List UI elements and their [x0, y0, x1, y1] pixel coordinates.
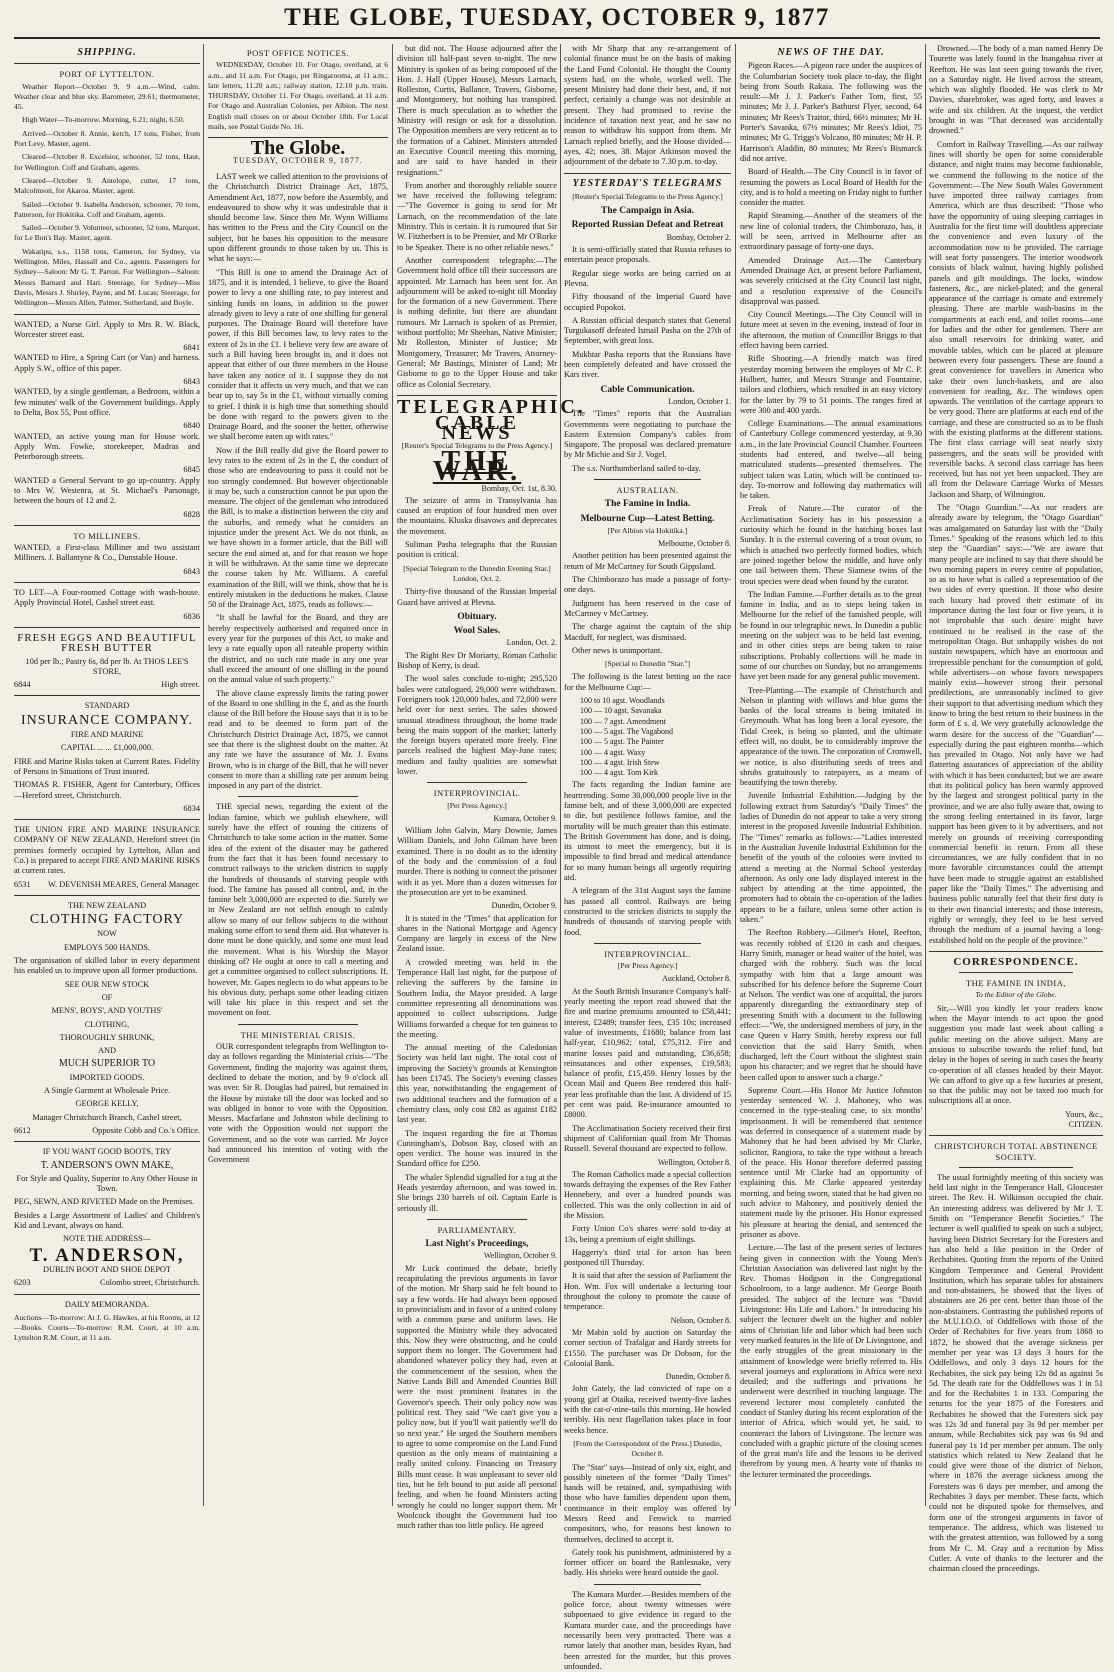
employs: EMPLOYS 500 HANDS.: [64, 942, 150, 952]
shipping-heading: SHIPPING.: [77, 47, 137, 58]
high-water: High Water—To-morrow. Morning, 6.21; night, 6.50.: [22, 115, 185, 125]
article-paragraph: The Roman Catholics made a special collection towards defraying the expenses of the Rev Father Hennebery, and over a hundred pounds was collected. This was the only collection in aid of the Mission.: [564, 1169, 731, 1220]
article-paragraph: The Chimborazo has made a passage of forty-one days.: [564, 575, 731, 595]
ad-number: 6841: [183, 343, 200, 353]
pegged: PEG, SEWN, AND RIVETED Made on the Premises.: [14, 1197, 195, 1207]
correspondent-sub: [From the Correspondent of the Press.] Dunedin, October 8.: [573, 1438, 722, 1459]
article-paragraph: but did not. The House adjourned after the division till half-past seven to-night. The new Ministry is spoken of as being composed of the Hon. J. Hall (Upper House), Messrs Larnach, Rolleston, Curtis, Ballance, Travers, Gisborne, and Montgomery, but nothing has transpired. There is much speculation as to whether the Ministry will resign or ask for a dissolution. The Opposition members are very reticent as to the formation of a Cabinet. Ministers attended an Executive Council meeting this morning, and are said to have handed in their resignations.": [397, 44, 557, 177]
divider: [14, 895, 200, 896]
news-item: Amended Drainage Act.—The Canterbury Amended Drainage Act, at present before Parliament, was severely criticised at the City Council last night, and a resolution expressive of the Council's disapproval was passed.: [740, 255, 922, 306]
divider: [238, 796, 358, 797]
dateline: Bombay, October 2.: [666, 232, 731, 242]
dateline: Bombay, Oct. 1st, 8.30.: [481, 483, 557, 493]
masthead-rule: [14, 37, 1100, 39]
column-2: [208, 44, 388, 1506]
reported-defeat-heading: Reported Russian Defeat and Retreat: [571, 220, 724, 231]
clothing-2: CLOTHING,: [84, 1019, 130, 1029]
classified-ad: WANTED, a Nurse Girl. Apply to Mrs R. W. Black, Worcester street east.: [14, 319, 200, 339]
abstinence-text: The usual fortnightly meeting of this society was held last night in the Temperance Hall, Gloucester street. The Rev. H. Wilkinson occupied the chair. An interesting address was delivered by Mr J. T. Smith on "Temperance Benefit Societies." The lecturer is well qualified to speak on such a subject, having been District Secretary for the Foresters and has also held a like position in the Order of Rechabites. Quoting from the reports of the United Kingdom Temperance and General Provident Institution, which has separate tables for abstainers and non-abstainers, he showed that the lives of abstainers are 26 per cent. better than those of the non-abstainers. Contrasting the published reports of the M.U.I.O.O. of Oddfellows with those of the Order of Rechabites for five years from 1868 to 1872, he showed that the average sickness per member per year was 13 days 3 hours for the Oddfellows, and only 3 days 12 hours for the Rechabites, the sick pay being 12s 8d as against 5s 5d. The death rate for the Oddfellows was 1 in 51 and for the Rechabites 1 in 133. Comparing the returns for the year 1875 of the Foresters and Rechabites he showed that the Foresters sick pay was 12s 3d and funeral pay 3s 9d per member per annum, while Rechabites sick pay was 6s 9d and funeral pay 1s 1d per member per annum. The only statistics which related to New Zealand that he could give were those of the district of Nelson, where in 1876 the average sickness among the Foresters was 6 days per member, and among the Rechabites 3 days per member. These facts, which could not be disputed spoke for themselves, and form one of the strongest arguments in favor of temperance. The address, which was listened to with the greatest attention, was followed by a song from Mr C. M. Gray and a recitation by Miss Cutler. A vote of thanks to the lecturer and the chairman closed the proceedings.: [929, 1172, 1103, 1574]
ad-number: 6843: [183, 566, 200, 576]
news-item: Rapid Steaming.—Another of the steamers of the new line of colonial traders, the Chimborazo, has, it will be seen, arrived in Melbourne after an extraordinary passage of forty-one days.: [740, 211, 922, 252]
news-item: Board of Health.—The City Council is in favor of resuming the powers as Local Board of Health for the city, and is to hold a meeting on Friday night to further consider the matter.: [740, 167, 922, 208]
column-6: [929, 44, 1103, 1574]
divider: [14, 525, 200, 526]
article-paragraph: The annual meeting of the Caledonian Society was held last night. The total cost of improving the Society's grounds at Kensington has been £1745. The Society's evening classes this year, notwithstanding the engagement of two additional teachers and the formation of a chemistry class, only cost £82 as against £182 last year.: [397, 1043, 557, 1125]
wakatipu: Wakatipu, s.s., 1158 tons, Cameron, for Sydney, via Wellington. Miles, Hassall and Co., agents. Passengers for Sydney—Saloon: Mr G. T. Parton. For Wellington—Saloon: Messrs Barnard and Hart. Steerage, for Sydney—Miss Davis, Messrs J. Shirley, Payne, and M. Lucas; Steerage, for Wellington—Messrs Allen, Palmer, Sutherland, and Boyle.: [14, 246, 200, 308]
insurance-capital: CAPITAL ... ... £1,000,000.: [60, 743, 154, 753]
news-item: The "Otago Guardian."—As our readers are already aware by telegram, the "Otago Guardian" was amalgamated on Saturday last with the "Daily Times." Speaking of the reasons which led to this step the "Guardian" says:—"We are aware that many people are inclined to say that there should be two morning papers in every centre of population, so as to have what is called a representation of the two sides of every question. If those who desire such luxury had proved their estimate of its importance during the last four or five years, it is not improbable that such desire might have continued to be realised in the case of the metropolitan Otago. But unhappily wishes do not sustain newspapers, which have an enormous and irrepressible penchant for the consumption of gold, while advertisers—on whose favors newspapers mainly exist—however strong their personal predilections, are unreasonably inclined to give their support to that advertising medium which they know to bring the best return to their business in the form of £ s. d. We very gratefully acknowledge the warm desire for the success of the "Guardian"—especially during the past eighteen months—which has prevailed in Otago. Not only have we had flattering assurances of appreciation of the ability with which it has been conducted; but we are aware that its political policy has been warmly approved by the largest and strongest political party in the province, and we are also fully aware that, owing to the strong feeling entertained in its favor, large support has been given to it by advertisers, and not merely on grounds of receiving corresponding commercial benefit in return. From all these circumstances, we are fully confident that in no more favorable circumstances could the attempt have been made to struggle against an established paper like the "Daily Times." The advertising and business public naturally feel that their first duty is to their own financial interests; and those interests, rightly or wrongly, they feel to be best served through the medium of a journal having a long-established hold on the people of the province.": [929, 503, 1103, 945]
divider: [14, 819, 200, 820]
betting-line: 100 — 4 agst. Tom Kirk: [580, 768, 658, 778]
masthead: THE GLOBE, TUESDAY, OCTOBER 9, 1877: [284, 4, 830, 31]
article-paragraph: Gately took his punishment, administered by a former officer on board the Rattlesnake, very badly. His shrieks were heard outside the gaol.: [564, 1547, 731, 1578]
ad-number: 6834: [183, 803, 200, 813]
article-paragraph: The facts regarding the Indian famine are heartrending. Some 30,000,000 people live in the famine belt, and of these 3,000,000 are expected to die, but pestilence follows famine, and the mortality will be much greater than this estimate. The British Government has done, and is doing, its utmost to meet the emergency, but it is impossible to find bread and medical attendance for so many human beings all urgently requiring aid.: [564, 780, 731, 883]
news-item: The Reefton Robbery.—Gilmer's Hotel, Reefton, was recently robbed of £120 in cash and cheques. Harry Smith, manager or head waiter of the hotel, was charged with the robbery. Such was the local sympathy with him that a large amount was subscribed for his defence before the Supreme Court at Nelson. The verdict was one of acquittal, the jurors apparently disregarding the extraordinary step of presenting Smith with a document to the following effect:—"We, the undersigned members of jury, in the case Queen v Harry Smith, hereby express our full conviction that the said Harry Smith, when discharged, left the Court without the slightest stain upon his character; and we regret that he should have been called upon to answer such a charge.": [740, 928, 922, 1082]
letter-sign: Yours, &c.,: [1065, 1109, 1103, 1119]
betting-line: 100 — 4 agst. Irish Stew: [580, 757, 660, 767]
column-divider: [925, 44, 926, 1506]
ad-number: 6843: [183, 377, 200, 387]
note-address: NOTE THE ADDRESS—: [63, 1234, 151, 1244]
memoranda-heading: DAILY MEMORANDA.: [64, 1299, 150, 1309]
news-item: Juvenile Industrial Exhibition.—Judging by the following extract from Saturday's "Daily Times" the ladies of Dunedin do not appear to take a very strong interest in the proposed Juvenile Industrial Exhibition. The "Times" remarks as follows:—"Ladies interested in the Australian Juvenile Industrial Exhibition for the benefit of the youth of the colonies were invited to attend a meeting at the Normal School yesterday afternoon. As only one lady displayed interest in the subject by attending at the time appointed, the promoters had to obtain the co-operation of the ladies appears to be a failure, unless some other action is taken.": [740, 791, 922, 925]
article-paragraph: Thirty-five thousand of the Russian Imperial Guard have arrived at Plevna.: [397, 587, 557, 607]
news-item: Comfort in Railway Travelling.—As our railway lines will shortly be open for some considerable distance, and night trains may become fashionable, we commend the following to the notice of the Government:—The New South Wales Government have imported three railway carriages from America, which are thus described: "Those who have the opportunity of using sleeping carriages in Australia for the first time will doubtless appreciate the convenience and even luxury of the accommodation now to be provided. The carriage will seat forty passengers. The interior woodwork consists of black walnut, having highly polished panels and gilt mouldings. The locks, window fasteners, &c., are nickel-plated; and the general appearance of the carriage is ornate and extremely pleasing. There are marble wash-basins in the compartments at each end, and toilet rooms—one for ladies and the other for gentlemen. There are also small reservoirs for drinking water, and movable tables, which can be placed at pleasure between every four passengers. These are found a great convenience for travellers in America who take their own lunch-baskets, and are also convenient for reading, &c. The windows open upwards. The ventilation of the carriage appears to be very good. There are platforms at each end of the carriage, and these are constructed so as to be flush with the existing platforms at the different stations. The first class carriage will seat nearly sixty passengers, and the seats will be provided with reversible backs. A second class carriage has been received, but has not yet been unpacked. They are all from the Delaware Carriage Works of Messrs Jackson and Sharp, of Wilmington.: [929, 139, 1103, 499]
article-paragraph: The Acclimatisation Society received their first shipment of Californian quail from Mr Thomas Russell. Several thousand are expected to follow.: [564, 1123, 731, 1154]
article-paragraph: Mr Mabin sold by auction on Saturday the corner section of Trafalgar and Hardy streets for £1550. The purchaser was Dr Dobson, for the Colonial Bank.: [564, 1327, 731, 1368]
kelly: GEORGE KELLY,: [75, 1099, 139, 1109]
dateline: Dunedin, October 8.: [665, 1372, 731, 1382]
article-paragraph: The Kumara Murder.—Besides members of the police force, about twenty witnesses were subpoenaed to give evidence in regard to the Kumara murder case, and the proceedings have necessarily been very protracted. There was a rumor lately that another man, besides Ryan, had been arrested for the murder, but this proves unfounded.: [564, 1589, 731, 1671]
insurance-agent: THOMAS R. FISHER, Agent for Canterbury, Offices—Hereford street, Christchurch.: [14, 780, 200, 800]
anderson-own: T. ANDERSON'S OWN MAKE,: [40, 1159, 174, 1171]
weather-report: Weather Report—October 9, 9 a.m.—Wind, calm. Weather clear and blue sky. Barometer, 29.61; thermometer, 45.: [14, 81, 200, 112]
article-paragraph: John Gately, the lad convicted of rape on a young girl at Otaika, received twenty-five lashes with the cat-o'-nine-tails this morning. He howled terribly. His next flagellation takes place in four weeks hence.: [564, 1384, 731, 1435]
abstinence-heading: CHRISTCHURCH TOTAL ABSTINENCE SOCIETY.: [934, 1141, 1098, 1162]
editorial-paragraph: LAST week we called attention to the provisions of the Christchurch District Drainage Act, 1875, Amendment Act, 1877, now before the Assembly, and endeavoured to show why it was undesirable that it should become law. Since then Mr. Wynn Williams has written to the Press and the City Council on the subject, but he bases his opposition to the measure upon different grounds to those taken by us. This is what he says:—: [208, 171, 388, 264]
letter-citizen: CITIZEN.: [1068, 1119, 1103, 1129]
dunedin-telegram: [Special Telegram to the Dunedin Evening Star.] London, Oct. 2.: [403, 563, 551, 583]
ministerial-crisis-text: OUR correspondent telegraphs from Wellington to-day as follows regarding the Ministerial crisis—"The Government, finding the majority was against them, declined to debate the motion, and by 9 o'clock all was over. Sir R. Douglas had paired, but remained in the House by mistake till the door was locked and so was obliged in honor to vote with the Opposition. Messrs. Macfarlane and Johnston while declining to vote with the Opposition would not support the Government, and so the vote was carried. Mr Joyce had announced his intention of voting with the Government: [208, 1042, 388, 1165]
and: AND: [98, 1046, 116, 1056]
press-agency: [Per Press Agency.]: [617, 961, 678, 971]
article-paragraph: Mukhtar Pasha reports that the Russians have been completely defeated and have crossed the Kars river.: [564, 349, 731, 380]
divider: [238, 1024, 358, 1025]
divider: [929, 1135, 1103, 1136]
column-divider: [560, 44, 561, 1506]
article-paragraph: Mr Luck continued the debate, briefly recapitulating the previous arguments in favor of the motion. Mr Sharp said he felt bound to say a few words. He had always been opposed to provincialism and in favor of a united colony with a common purse and uniform laws. He supported the Ministry while they advocated this. Now they were obstructing, and he could support them no longer. The Government had abandoned whatever policy they had, even at the commencement of the session, when the Native Lands Bill and Amended Counties Bill were the most prominent features in the Governor's speech. Their only policy now was political rest. They said "We can't give you a policy now, but if you'll wait patiently we'll do so next year." He urged the Southern members to agree to some compromise on the Land Fund question as the only means of maintaining a really united colony. Financing on Treasury Bills must cease. It was unpleasant to sever old ties, but he felt bound to put aside all personal feeling, and when he found Ministers acting wrongly he could no longer support them. Mr Woolcock thought the Government had too much rather than too little policy. He agreed: [397, 1263, 557, 1531]
news-item: Rifle Shooting.—A friendly match was fired yesterday morning between the employes of Mr C. P. Hulbert, hatter, and Messrs Strange and Fountaine, tailors and clothiers, which resulted in an easy victory for the latter by 79 to 51 points. The ranges fired at were 300 and 400 yards.: [740, 354, 922, 415]
divider: [14, 314, 200, 315]
ad-number: 6845: [183, 465, 200, 475]
single-garment: A Single Garment at Wholesale Price.: [43, 1086, 171, 1096]
news-item: City Council Meetings.—The City Council will in future meet at seven in the evening, instead of four in the afternoon, the motion of Councillor Briggs to that effect having been carried.: [740, 310, 922, 351]
besides: Besides a Large Assortment of Ladies' and Children's Kid and Levant, always on hand.: [14, 1210, 200, 1231]
milliners-ad: WANTED, a First-class Milliner and two assistant Milliners. J. Ballantyne & Co., Dunstable House.: [14, 543, 200, 563]
insurance-head: STANDARD: [84, 701, 130, 711]
article-paragraph: Forty Union Co's shares were sold to-day at 13s, being a premium of eight shillings.: [564, 1224, 731, 1244]
article-paragraph: The wool sales conclude to-night; 295,520 bales were catalogued, 29,000 were withdrawn. Foreigners took 120,000 bales, and 72,000 were held over for next series. The sales showed unusual steadiness throughout, the home trade being the main support of the market; latterly the foreign buyers operated more freely. Fine parcels realised the highest May-June rates; medium and faulty qualities are somewhat lower.: [397, 674, 557, 776]
dateline: Dunedin, October 9.: [491, 901, 557, 911]
classified-ad: WANTED, by a single gentleman, a Bedroom, within a few minutes' walk of the Government buildings. Apply to Delta, Box 55, Post office.: [14, 387, 200, 417]
divider: [14, 1141, 200, 1142]
article-paragraph: Judgment has been reserved in the case of McCartney v McCartney.: [564, 598, 731, 618]
article-paragraph: It is semi-officially stated that Russia refuses to entertain peace proposals.: [564, 245, 731, 265]
paper-title: The Globe.: [250, 137, 346, 160]
divider: [427, 782, 527, 783]
classified-ad: WANTED, an active young man for House work. Apply Wm. Fowke, storekeeper, Madras and Peterborough streets.: [14, 431, 200, 462]
interprovincial-heading: INTERPROVINCIAL.: [433, 788, 521, 799]
dateline: Wellington, October 8.: [657, 1157, 731, 1167]
classified-ad: WANTED a General Servant to go up-country. Apply to Mrs W. Westenra, at St. Michael's Parsonage, between the hours of 12 and 2.: [14, 475, 200, 506]
dateline: Wellington, October 9.: [483, 1251, 557, 1261]
news-item: The Indian Famine.—Further details as to the great famine in India, and as to steps being taken in Melbourne for the relief of the famished people, will be found in our telegraphic news. In Dunedin a public meeting on the subject was to be held last evening, and in other cities steps are being taken to raise subscriptions. Probably collections will be made in some of our churches on Sunday, but no arrangements have yet been made for any general public movement.: [740, 589, 922, 682]
article-paragraph: The s.s. Northumberland sailed to-day.: [572, 463, 701, 473]
column-3: [397, 44, 586, 1531]
eggs-ad-sub: 10d per lb.; Pastry 6s, 8d per lb. At THOS LEE'S STORE,: [25, 656, 189, 676]
australian-heading: AUSTRALIAN.: [616, 484, 679, 495]
of: OF: [101, 992, 113, 1002]
ad-number: 6836: [183, 611, 200, 621]
article-paragraph: William John Galvin, Mary Downie, James William Daniels, and John Gilman have been examined. There is no doubt as to the identity of the body and the commission of a foul murder. There is nothing to connect the prisoner with it as yet. More than a dozen witnesses for the prosecution are yet to be examined.: [397, 826, 557, 897]
editorial-paragraph: "This Bill is one to amend the Drainage Act of 1875, and it is intended, I believe, to give the Board power to levy a one shilling rate, to pay interest and sinking funds on loans, in addition to the power already given to levy a rate of one shilling for general purposes. The Drainage Board will therefore have power, if this Bill becomes law, to levy rates to the extent of 2s in the £1. I believe very few are aware of such a Bill having been brought in, and it does not appear that either of our three members in the House have taken any notice of it. I suppose they do not consider that it affects us very much, and that we can bear up to, say 5s in the £1, without virtually coming to grief. I think it is high time that something should be done with regard to the powers given to the Drainage Board, and the sooner the better, otherwise we shall become eaten up with rates.": [208, 267, 388, 442]
much-superior: MUCH SUPERIOR TO: [58, 1058, 156, 1070]
wool-heading: Wool Sales.: [453, 626, 501, 637]
news-item: Pigeon Races.—A pigeon race under the auspices of the Columbarian Society took place to-day, the flight being from South Rakaia. The following was the result:—Mr J. J. Parker's Father Tom, first, 55 minutes; Mr J. J. Parker's Bathurst Flyer, second, 64 minutes; Mr Rees's Traitor, third, 66½ minutes; Mr H. Porter's Savanka, 67½ minutes; Mr Rees's Idiot, 75 minutes; Mr G. Triggs's Volcano, 80 minutes; Mr H. P. Harrison's Aladdin, 80 minutes; Mr Rees's Bismarck did not arrive.: [740, 61, 922, 163]
telegraphic-heading: TELEGRAPHIC.: [397, 395, 586, 418]
news-item: Supreme Court.—His Honor Mr Justice Johnston yesterday sentenced W. J. Mahoney, who was concerned in the type-stealing case, to six months' imprisonment. It will be remembered that sentence was deferred in consequence of a statement made by Mahoney that he had been advised by Mr Clarke, solicitor, Rangiora, to take the type without a breach of the peace. His Honor therefore deferred passing sentence until Mr Clarke had an opportunity of explaining this. Mr Clarke appeared yesterday morning, and being sworn, stated that he had given no such advice to Mahoney, and positively denied the statement made by the prisoner. His Honor expressed his pleasure at hearing the denial, and sentenced the prisoner as above.: [740, 1085, 922, 1239]
paper-date: TUESDAY, OCTOBER 9, 1877.: [233, 155, 363, 165]
article-paragraph: Suliman Pasha telegraphs that the Russian position is critical.: [397, 540, 557, 560]
article-paragraph: A Russian official despatch states that General Turgukasoff defeated Ismail Pasha on the 27th of September, with great loss.: [564, 315, 731, 346]
column-5: [740, 44, 922, 1506]
imported: IMPORTED GOODS.: [69, 1072, 145, 1082]
column-divider: [203, 44, 204, 1506]
ad-number: 6828: [183, 509, 200, 519]
divider: [564, 173, 731, 174]
news-item: Lecture.—The last of the present series of lectures being given in connection with the Young Men's Christian Association was delivered last night by the Rev. Thomas Hodgson in the Congregational Schoolroom, to a large audience. Mr George Booth presided. The subject of the lecture was "David Livingstone: His Life and Labors." In introducing his subject the lecturer dwelt on the higher and nobler aims of Christian life and labor which had been such very marked features in the life of Dr Livingstone, and the early struggles of the great missionary in the attainment of knowledge were briefly referred to. His several journeys and explorations in Africa were next detailed; and the sufferings and privations he underwent were described in touching language. The reverend lecturer most completely confuted the conduct of Stanley during his recent exploration of the interior of Africa, which would yet, he said, to counteract the labors of Livingstone. The lecture was concluded with a graphic picture of the closing scenes of the great man's life and the lessons to be derived therefrom by young men. A hearty vote of thanks to the lecturer terminated the proceedings.: [740, 1243, 922, 1479]
sailed: Sailed—October 9. Isabella Anderson, schooner, 70 tons, Patterson, for Hokitika. Coff and Graham, agents.: [14, 199, 200, 219]
letter-heading: THE FAMINE IN INDIA,: [965, 978, 1067, 989]
article-paragraph: It is stated in the "Times" that application for shares in the National Mortgage and Agency Company are largely in excess of the New Zealand issue.: [397, 913, 557, 954]
article-paragraph: A telegram of the 31st August says the famine has passed all control. Railways are being constructed to the stricken districts to supply the hundreds of thousands of starving people with food.: [564, 886, 731, 937]
organisation: The organisation of skilled labor in every department has enabled us to improve upon all former productions.: [14, 956, 200, 976]
kelly-manager: Manager Christchurch Branch, Cashel street,: [32, 1112, 182, 1122]
nz-head: THE NEW ZEALAND: [67, 900, 147, 910]
article-paragraph: Another correspondent telegraphs:—The Government hold office till their successors are appointed. Mr Larnach has been sent for. An adjournment will be asked to-night till Monday for the formation of a new Government. There is nothing definite, but there are abundant rumours. Mr Larnach is spoken of as Premier, without portfolio; Mr Sheehan, Native Minister; Mr Rolleston, Minister of Justice; Mr Montgomery, Treasurer; Mr Travers, Attorney-General; Mr Bastings, Minister of Land; Mr Gisborne to go to the Upper House and take office as Colonial Secretary.: [397, 255, 557, 389]
war-heading: THE WAR.: [432, 445, 522, 488]
article-paragraph: The following is the latest betting on the race for the Melbourne Cup:—: [564, 672, 731, 692]
article-paragraph: The whaler Splendid signalled for a tug at the Heads yesterday afternoon, and was towed in. She brings 230 barrels of oil. Captain Earle is seriously ill.: [397, 1172, 557, 1213]
melbourne-cup-heading: Melbourne Cup—Latest Betting.: [580, 513, 715, 524]
betting-line: 100 to 10 agst. Woodlands: [580, 696, 665, 706]
article-paragraph: At the South British Insurance Company's half-yearly meeting the report read showed that the fire and marine premiums amounted to £58,441; interest, £2489; transfer fees, £35 10s; increased value of investments, £1680; balance from last half-year, £10,962; total, £75,312. Fire and marine losses paid and outstanding, £36,658; reinsurances and other expenses, £19,583; balance of profit, £15,459. Henry losses by the Ocean Mail and Queen Bee rendered this half-year less profitable than the last. A dividend of 15 per cent was paid. Re-insurance amounted to £8000.: [564, 986, 731, 1120]
dateline: Auckland, October 8.: [662, 974, 731, 984]
correspondence-heading: CORRESPONDENCE.: [953, 955, 1079, 968]
editorial-paragraph: THE special news, regarding the extent of the Indian famine, which we publish elsewhere, will surely have the effect of rousing the citizens of Christchurch to take some action in the matter. Some idea of the extent of the disaster may be gathered from the fact that it has been found necessary to construct railways to the stricken districts to supply the hundreds of thousands of starving people with food. The famine has passed all control, and, in the famine belt 3,000,000 are expected to die. Surely we in New Zealand are not selfish enough to calmly allow so many of our fellow subjects to die without making some effort to send them aid. But whatever is done must be done quickly, and some one must lead the movement. What is his Worship the Mayor thinking of? He ought at once to call a meeting and get a committee organised to collect subscriptions. If, however, Mr. Gapes neglects to do what appears to be his obvious duty, perhaps some other leading citizen will take his place in this respect and set the movement on foot.: [208, 802, 388, 1018]
dateline: Kumara, October 9.: [493, 813, 557, 823]
divider: [14, 63, 200, 64]
divider: [594, 943, 701, 944]
kelly-address: 6612 Opposite Cobb and Co.'s Office.: [14, 1125, 200, 1135]
news-item: Freak of Nature.—The curator of the Acclimatisation Society has in his possession a curiosity which he found in the hatching boxes last Sunday. It is the external covering of a trout ovum, to which is attached two perfectly formed bodies, which are joined together below the middle, and have only one tail between them. These Siamese twins of the trout species were dead when found by the curator.: [740, 504, 922, 586]
betting-list: [580, 696, 731, 778]
yesterdays-telegrams-heading: YESTERDAY'S TELEGRAMS: [572, 177, 723, 189]
style-quality: For Style and Quality, Superior to Any Other House in Town.: [16, 1173, 198, 1194]
post-office-text: WEDNESDAY, October 10. For Otago, overland, at 6 a.m., and 11 a.m. For Otago, per Ringarooma, at 11 a.m.; late letters, 11.20 a.m.; railway station, 12.10 p.m. train. THURSDAY, October 11. For Otago, overland, at 11 a.m. For Otago and Australian Colonies, per Albion. The next English mail closes on or about October 18th. For Local mails, see Postal Guide No. 16.: [208, 60, 388, 132]
milliners-heading: TO MILLINERS.: [73, 530, 141, 541]
mens: MENS', BOYS', AND YOUTHS': [51, 1006, 163, 1016]
column-divider: [392, 44, 393, 1506]
parliamentary-sub: Last Night's Proceedings,: [425, 1239, 529, 1250]
eggs-ad-title: FRESH EGGS AND BEAUTIFUL FRESH BUTTER: [17, 631, 197, 655]
insurance-text: FIRE and Marine Risks taken at Current Rates. Fidelity of Persons in Situations of Trust insured.: [14, 756, 200, 776]
classified-ad: WANTED to Hire, a Spring Cart (or Van) and harness. Apply S.W., office of this paper.: [14, 353, 200, 373]
port-heading: PORT OF LYTTELTON.: [59, 69, 155, 80]
dateline: Nelson, October 8.: [670, 1315, 731, 1325]
letter-to: To the Editor of the Globe.: [975, 990, 1057, 1000]
eggs-ad-address: 6844 High street.: [14, 680, 200, 690]
divider: [959, 1167, 1073, 1168]
campaign-asia-heading: The Campaign in Asia.: [601, 206, 694, 217]
article-paragraph: The Right Rev Dr Moriarty, Roman Catholic Bishop of Kerry, is dead.: [397, 650, 557, 671]
article-paragraph: The inquest regarding the fire at Thomas Cunningham's, Dobson Bay, closed with an open verdict. The house was insured in the Standard office for £250.: [397, 1128, 557, 1169]
article-paragraph: The charge against the captain of the ship Macduff, for neglect, was dismissed.: [564, 622, 731, 642]
divider: [929, 951, 1103, 952]
article-paragraph: From another and thoroughly reliable source we have received the following telegram:—"The Governor is going to send for Mr Larnach, on the recommendation of the late Ministry. This is certain. It is rumoured that Sir W. Fitzherbert is to be Premier, and Mr O'Rorke to be Speaker. There is no other reliable news.": [397, 180, 557, 252]
article-paragraph: It is said that after the session of Parliament the Hon. Wm. Fox will undertake a lecturing tour throughout the colony to promote the cause of temperance.: [564, 1271, 731, 1312]
betting-line: 100 — 10 agst. Savanaka: [580, 706, 662, 716]
divider: [427, 1219, 527, 1220]
article-paragraph: Regular siege works are being carried on at Plevna.: [564, 268, 731, 288]
cable-sub: [Reuter's Special Telegrams to the Press Agency.]: [401, 440, 553, 450]
ad-number: 6840: [183, 421, 200, 431]
insurance-type: FIRE AND MARINE: [70, 730, 144, 740]
column-1: [14, 44, 200, 1506]
now: NOW: [97, 929, 117, 939]
divider: [14, 627, 200, 628]
star-telegram: [Special to Dunedin "Star."]: [604, 659, 691, 669]
post-office-heading: POST OFFICE NOTICES.: [246, 48, 350, 58]
column-4: [564, 44, 731, 1671]
sailed-9: Sailed—October 9. Volunteer, schooner, 52 tons, Marquet, for Le Bon's Bay. Master, agent.: [14, 223, 200, 243]
column-divider: [735, 44, 736, 1506]
editorial-paragraph: Now if the Bill really did give the Board power to levy rates to the extent of 2s in the £, the conduct of those who are endeavouring to pass it could not be too strongly condemned. But however objectionable it may be, such a construction cannot be put upon the measure. The object of the gentleman who introduced the Bill, is to make a distinction between the city and the suburbs, and remedy what he considers an injustice under the present Act. We do not think, as we have shown in a former article, that the Bill will secure the end aimed at, and for that reason we hope it will be withdrawn. At the same time we deprecate the course taken by Mr. Williams. A careful examination of the Bill, will we think, show that he is entirely mistaken in the deductions he makes. Clause 50 of the Drainage Act, 1875, reads as follows:—: [208, 445, 388, 610]
article-paragraph: Fifty thousand of the Imperial Guard have occupied Popokoi.: [564, 292, 731, 312]
article-paragraph: Haggerty's third trial for arson has been postponed till Thursday.: [564, 1247, 731, 1268]
article-paragraph: with Mr Sharp that any re-arrangement of colonial finance must be on the basis of making the Land Fund Colonial. He thought the County system had, on the whole, worked well. The present Ministry had done their best, and, if not perfect, certainly a change was not desirable at present. They had promised to revise the incidence of taxation next year, and he saw no reason to withdraw his support from them. Mr Larnach replied briefly, and the House divided—ayes, 42; noes, 38. Major Atkinson moved the adjournment of the debate to 7.30 p.m. to-day.: [564, 44, 731, 167]
dublin-depot: DUBLIN BOOT AND SHOE DEPOT: [43, 1264, 171, 1274]
betting-line: 100 — 5 agst. The Painter: [580, 737, 664, 747]
dateline: Melbourne, October 8.: [658, 539, 731, 549]
divider: [594, 479, 701, 480]
article-paragraph: A crowded meeting was held in the Temperance Hall last night, for the purpose of relieving the sufferers by the famine in Southern India, the Mayor presided. A large committee representing all denominations was appointed to collect subscriptions. Judge Williams forwarded a cheque for ten guineas to the meeting.: [397, 957, 557, 1039]
ministerial-crisis-heading: THE MINISTERIAL CRISIS.: [240, 1029, 356, 1040]
betting-line: 100 — 4 agst. Waxy: [580, 747, 646, 757]
colombo-address: 6203 Colombo street, Christchurch.: [14, 1278, 200, 1288]
article-paragraph: The "Star" says—Instead of only six, eight, and possibly nineteen of the former "Daily Times" hands will be retained, and, sympathising with those who have families dependent upon them, continuance in their employ was offered by Messrs Reed and Fenwick to married compositors, who, for reasons best known to themselves, declined to accept it.: [564, 1462, 731, 1544]
article-paragraph: Other news is unimportant.: [572, 645, 663, 655]
divider: [14, 1294, 200, 1295]
press-agency: [Per Press Agency.]: [447, 800, 507, 810]
editorial-paragraph: "It shall be lawful for the Board, and they are hereby respectively authorised and required once in every year for the purposes of this Act, to make and levy a rate equally upon all rateable property within the district, and no such rate made in any one year shall exceed the amount of one shilling in the pound on the annual value of such property.": [208, 613, 388, 685]
dateline: London, Oct. 2.: [506, 638, 557, 648]
boots-head: IF YOU WANT GOOD BOOTS, TRY: [42, 1147, 172, 1157]
news-item: Drowned.—The body of a man named Henry De Tourette was lately found in the Inangahua river at Reefton. He was last seen going towards the river, on a Saturday night. He lived across the stream, which was slightly flooded. He was clerk to Mr Davies, sharebroker, was aged forty, and leaves a wife and six children. At the inquest, the verdict brought in was "That deceased was accidentally drowned.": [929, 44, 1103, 136]
news-of-the-day-heading: NEWS OF THE DAY.: [777, 47, 885, 58]
arrived: Arrived—October 8. Annie, ketch, 17 tons, Fisher, from Port Levy. Master, agent.: [14, 128, 200, 149]
to-let-ad: TO LET—A Four-roomed Cottage with wash-house. Apply Provincial Hotel, Cashel street east.: [14, 588, 200, 608]
reuter-sub: [Reuter's Special Telegrams to the Press Agency.]: [572, 191, 723, 201]
cleared-9: Cleared—October 9. Antelope, cutter, 17 tons, Malcolmson, for Akaroa. Master, agent.: [14, 175, 200, 196]
shrunk: THOROUGHLY SHRUNK,: [59, 1032, 155, 1042]
obituary-heading: Obituary.: [457, 611, 497, 622]
article-paragraph: Another petition has been presented against the return of Mr McCartney for South Gippsland.: [564, 551, 731, 571]
dateline: London, October 1.: [668, 396, 731, 406]
article-paragraph: The seizure of arms in Transylvania has caused an eruption of four hundred men over the mountains. Kluska disavows and deprecates the movement.: [397, 495, 557, 536]
see-stock: SEE OUR NEW STOCK: [64, 979, 150, 989]
editorial-paragraph: The above clause expressly limits the rating power of the Board to one shilling in the £, and as the fourth clause of the Bill before the House says that it is to be read and to be deemed to form part of the Christchurch District Drainage Act, 1875, we cannot see that there is the slightest doubt on the matter. At any rate we have the assurance of Mr. J. Evans Brown, who is in charge of the Bill, that he will never consent to more than a shilling rate per annum being imposed in any part of the district.: [208, 688, 388, 791]
news-item: College Examinations.—The annual examinations of Canterbury College commenced yesterday, at 9.30 a.m., in the late Provincial Council Chamber. Fourteen students had entered, and twelve—all being matriculated students—presented themselves. The subject taken was Latin, which will be continued to-day. To-morrow and following day mathematics will be taken.: [740, 419, 922, 501]
union-insurance-agent: 6531 W. DEVENISH MEARES, General Manager.: [14, 879, 200, 889]
betting-line: 100 — 7 agst. Amendment: [580, 716, 666, 726]
cable-news-heading: CABLE NEWS: [435, 412, 519, 445]
article-paragraph: The "Times" reports that the Australian Governments were negotiating to purchase the Eastern Extension Company's cables from Singapore. The proposal was declared premature by Mr Michie and Sir J. Vogel.: [564, 409, 731, 460]
insurance-name: INSURANCE COMPANY.: [20, 712, 194, 728]
betting-line: 100 — 5 agst. The Vagabond: [580, 726, 674, 736]
divider: [594, 1584, 701, 1585]
albion-sub: [Per Albion via Hokitika.]: [607, 525, 688, 535]
anderson-name: T. ANDERSON,: [29, 1244, 185, 1266]
famine-heading: The Famine in India.: [604, 499, 691, 510]
cleared: Cleared—October 8. Excelsior, schooner, 52 tons, Haut, for Wellington. Coff and Graham, agents.: [14, 152, 200, 172]
divider: [14, 582, 200, 583]
memoranda-text: Auctions—To-morrow: At J. G. Hawkes, at his Rooms, at 12—Books. Courts—To-morrow: R.M. Court, at 10 a.m. Lyttelton R.M. Court, at 11 a.m.: [14, 1312, 200, 1343]
letter-text: Sir,—Will you kindly let your readers know when the Mayor intends to act upon the good suggestion you made last week about calling a public meeting on the above subject. Many are anxious to subscribe towards the relief fund, but delay in the hopes of seeing in such cases the hearty co-operation of all classes headed by their Mayor. We can afford to give up a few luxuries at present, so that the public may not be taxed too much for subscriptions all at once.: [929, 1003, 1103, 1106]
parliamentary-heading: PARLIAMENTARY.: [437, 1224, 517, 1235]
divider: [14, 695, 200, 696]
news-item: Tree-Planting.—The example of Christchurch and Nelson in planting with willows and blue gums the banks of the local streams is being imitated in Greymouth. What has long been a local eyesore, the Tidal Creek, is being so planted, and the ultimate effect will, no doubt, be to considerably improve the appearance of the town. The corporation of Cromwell, we notice, is also distributing seeds of trees and shrubs gratuitously to ratepayers, as a means of beautifying the town thereby.: [740, 685, 922, 788]
cable-communication-heading: Cable Communication.: [600, 384, 695, 395]
clothing-factory: CLOTHING FACTORY: [29, 912, 185, 928]
divider: [959, 972, 1073, 973]
interprovincial-heading: INTERPROVINCIAL.: [604, 948, 691, 959]
union-insurance-text: THE UNION FIRE AND MARINE INSURANCE COMPANY OF NEW ZEALAND, Hereford street (in premises formerly occupied by Lyttelton, Allan and Co.) is prepared to accept FIRE AND MARINE RISKS at current rates.: [14, 825, 200, 876]
